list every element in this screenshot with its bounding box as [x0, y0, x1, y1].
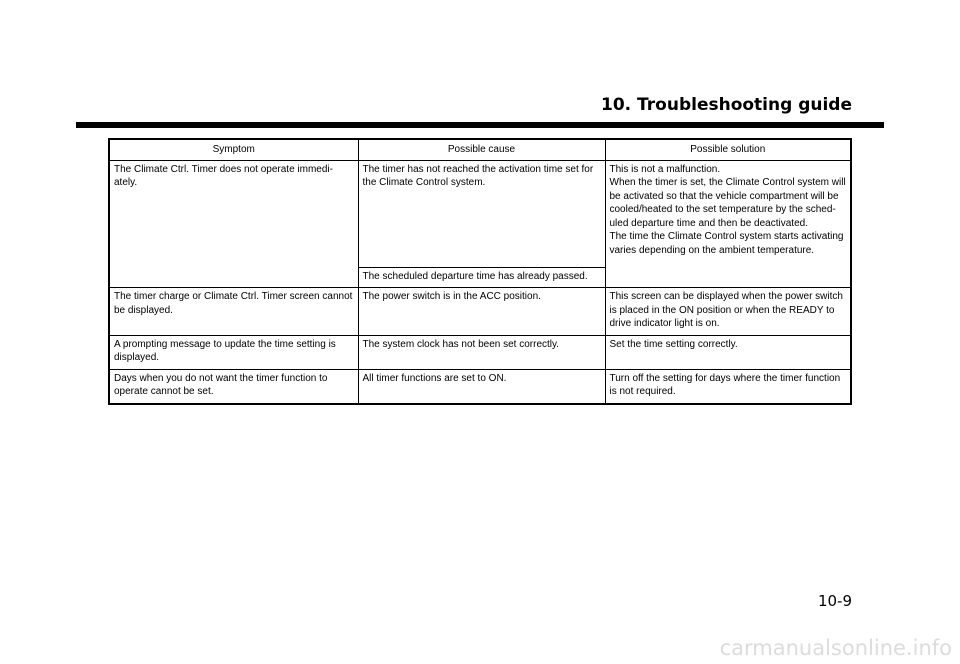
solution-cell: This screen can be displayed when the power switch is placed in the ON position or when the READY to drive indicator light is on. [605, 288, 851, 336]
page-number: 10-9 [817, 592, 852, 610]
symptom-cell: The Climate Ctrl. Timer does not operate immedi- ately. [109, 160, 358, 288]
cause-cell: The scheduled departure time has already passed. [358, 267, 605, 288]
table-row [109, 288, 851, 336]
table-header-row [109, 139, 851, 160]
cause-cell: The power switch is in the ACC position. [358, 288, 605, 336]
table-row [109, 160, 851, 267]
title-rule [76, 122, 884, 128]
troubleshooting-table [108, 138, 852, 405]
solution-cell: Turn off the setting for days where the timer function is not required. [605, 369, 851, 404]
solution-cell: Set the time setting correctly. [605, 335, 851, 369]
symptom-cell: The timer charge or Climate Ctrl. Timer screen cannot be displayed. [109, 288, 358, 336]
table-row [109, 335, 851, 369]
solution-cell: This is not a malfunction. When the timer is set, the Climate Control system will be activated so that the vehicle compartment will be cooled/heated to the set temperature by the sched- uled departure time and then be deactivated. The time the Climate Control system starts activating varies depending on the ambient temperature. [605, 160, 851, 288]
section-title: 10. Troubleshooting guide [601, 95, 852, 115]
cause-cell: All timer functions are set to ON. [358, 369, 605, 404]
cause-cell: The timer has not reached the activation time set for the Climate Control system. [358, 160, 605, 267]
watermark: carmanualsonline.info [719, 636, 952, 660]
cause-cell: The system clock has not been set correctly. [358, 335, 605, 369]
column-header-solution: Possible solution [605, 139, 851, 160]
symptom-cell: Days when you do not want the timer function to operate cannot be set. [109, 369, 358, 404]
table-row [109, 369, 851, 404]
symptom-cell: A prompting message to update the time setting is displayed. [109, 335, 358, 369]
column-header-cause: Possible cause [358, 139, 605, 160]
column-header-symptom: Symptom [109, 139, 358, 160]
